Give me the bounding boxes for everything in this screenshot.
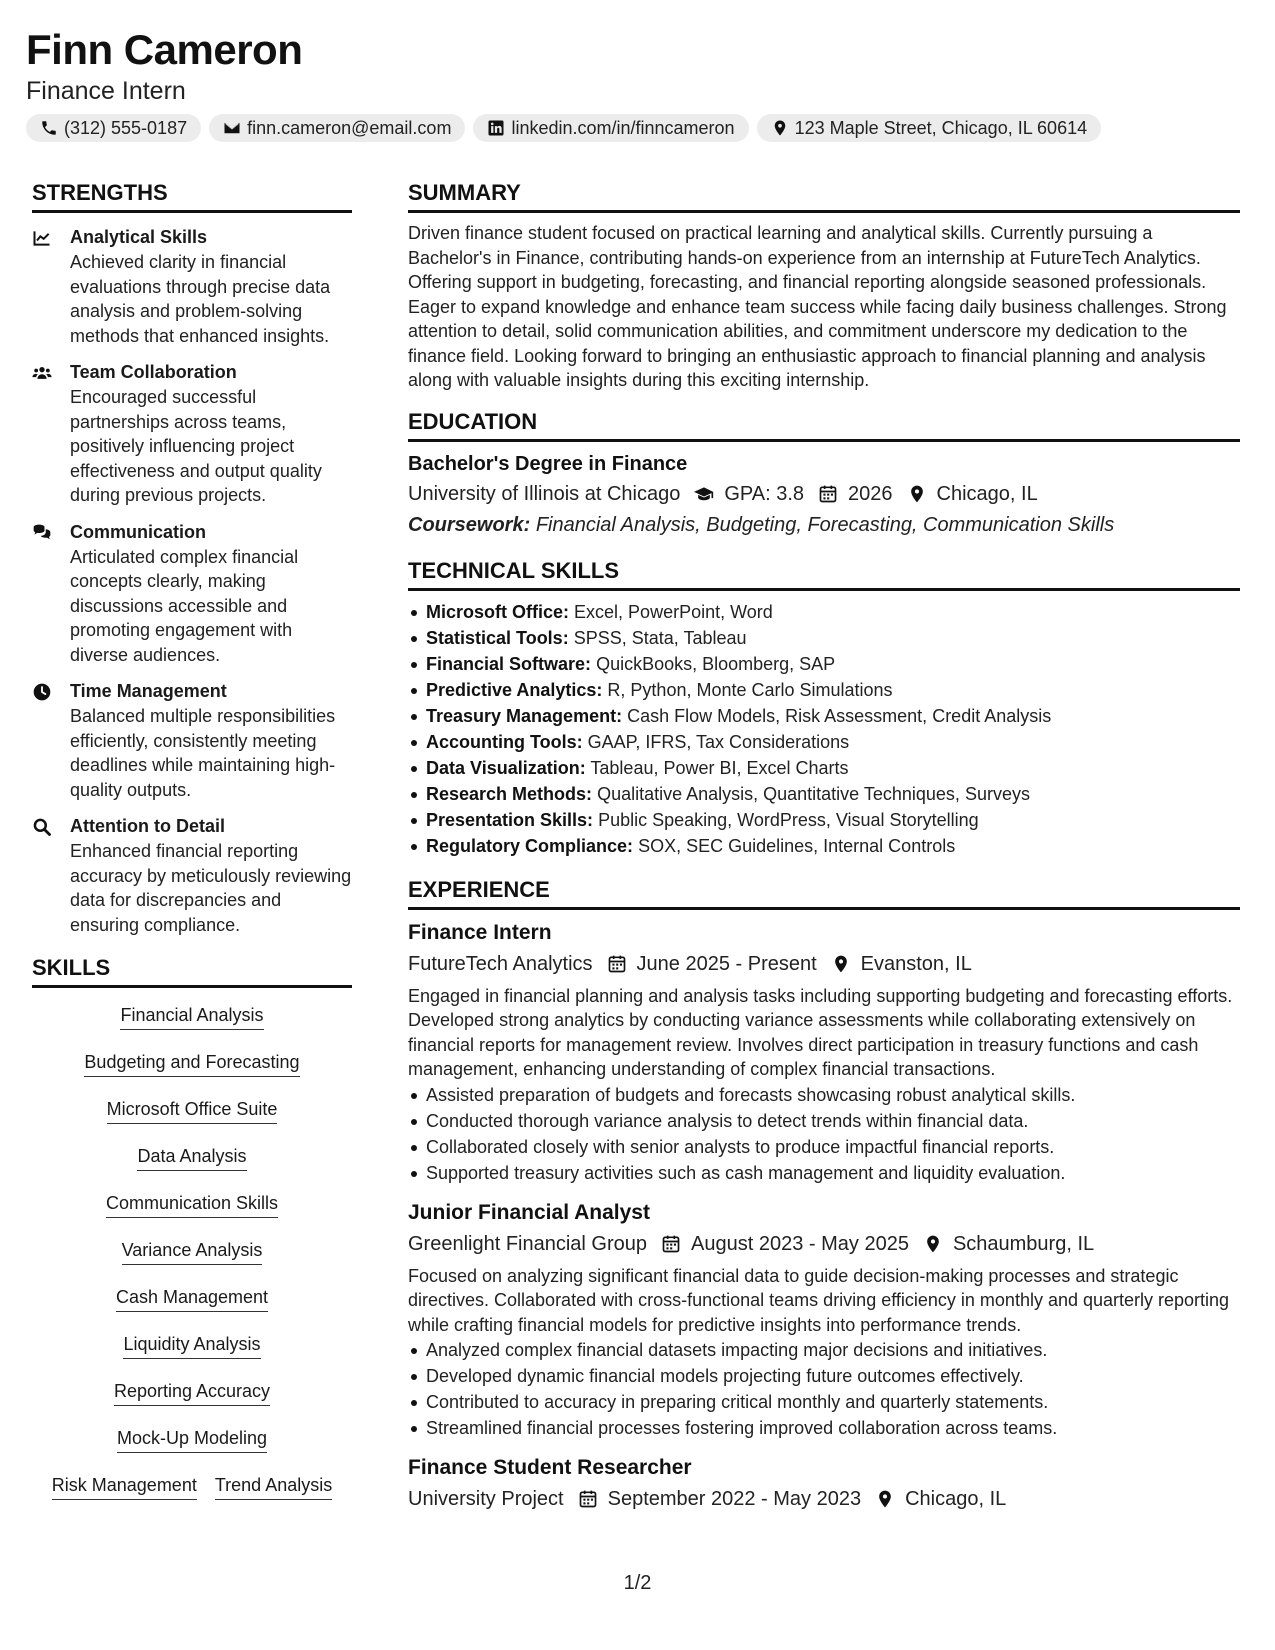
skill-tag: Reporting Accuracy <box>114 1378 270 1406</box>
job-meta <box>408 1483 1240 1515</box>
job-bullets <box>408 1337 1240 1441</box>
calendar-icon <box>607 954 627 974</box>
tech-skill-value: Tableau, Power BI, Excel Charts <box>590 757 849 778</box>
education-gpa: GPA: 3.8 <box>724 482 805 505</box>
tech-skill-label: Regulatory Compliance: <box>426 835 634 856</box>
list-item <box>408 833 1240 859</box>
tech-skill-value: QuickBooks, Bloomberg, SAP <box>596 653 836 674</box>
map-pin-icon <box>923 1234 943 1254</box>
strengths-heading: STRENGTHS <box>32 178 352 213</box>
tech-skill-label: Predictive Analytics: <box>426 679 603 700</box>
contact-linkedin[interactable] <box>473 114 748 142</box>
strength-item <box>32 520 352 668</box>
strength-item <box>32 225 352 348</box>
skill-tag: Microsoft Office Suite <box>107 1096 278 1124</box>
strength-desc: Balanced multiple responsibilities efficiently, consistently meeting deadlines while maintaining high-quality outputs. <box>70 706 336 800</box>
skill-tag: Risk Management <box>52 1472 197 1500</box>
strength-title: Analytical Skills <box>70 227 208 247</box>
strength-item <box>32 360 352 508</box>
calendar-icon <box>818 484 838 504</box>
list-item: Contributed to accuracy in preparing critical monthly and quarterly statements. <box>408 1389 1240 1415</box>
strength-desc: Articulated complex financial concepts clearly, making discussions accessible and promoting engagement with diverse audiences. <box>70 546 299 665</box>
envelope-icon <box>223 119 241 137</box>
strength-desc: Achieved clarity in financial evaluations through precise data analysis and problem-solving methods that enhanced insights. <box>70 252 331 346</box>
skill-tag: Liquidity Analysis <box>123 1331 260 1359</box>
skill-tag: Mock-Up Modeling <box>117 1425 267 1453</box>
job-dates: August 2023 - May 2025 <box>691 1232 909 1255</box>
list-item: Collaborated closely with senior analysts to produce impactful financial reports. <box>408 1134 1240 1160</box>
skill-tag: Budgeting and Forecasting <box>84 1049 299 1077</box>
education-coursework <box>408 510 1240 540</box>
tech-skill-value: Cash Flow Models, Risk Assessment, Credit Analysis <box>627 705 1052 726</box>
linkedin-icon <box>487 119 505 137</box>
magnifier-icon <box>32 817 52 837</box>
education-year: 2026 <box>848 482 893 505</box>
job-title: Finance Intern <box>408 920 552 944</box>
coursework-label: Coursework: <box>408 513 531 536</box>
resume-header <box>26 24 1246 142</box>
tech-skill-value: R, Python, Monte Carlo Simulations <box>607 679 893 700</box>
strength-title: Time Management <box>70 681 227 701</box>
map-pin-icon <box>831 954 851 974</box>
job-location: Schaumburg, IL <box>952 1232 1095 1255</box>
list-item: Analyzed complex financial datasets impacting major decisions and initiatives. <box>408 1337 1240 1363</box>
candidate-name: Finn Cameron <box>26 26 303 73</box>
list-item <box>408 625 1240 651</box>
education-degree: Bachelor's Degree in Finance <box>408 452 688 475</box>
skills-list <box>32 1002 352 1519</box>
tech-skill-label: Presentation Skills: <box>426 809 594 830</box>
tech-skill-label: Microsoft Office: <box>426 601 570 622</box>
job-meta <box>408 948 1240 980</box>
list-item <box>408 781 1240 807</box>
strength-title: Team Collaboration <box>70 362 237 382</box>
list-item <box>408 729 1240 755</box>
job-bullets <box>408 1082 1240 1186</box>
tech-skill-label: Statistical Tools: <box>426 627 569 648</box>
tech-skill-value: Public Speaking, WordPress, Visual Storytelling <box>598 809 979 830</box>
email-text: finn.cameron@email.com <box>247 117 452 138</box>
summary-text: Driven finance student focused on practical learning and analytical skills. Currently pursuing a Bachelor's in Finance, contributing hands-on experience from an internship at FutureTech Analytics. Offering support in budgeting, forecasting, and financial reporting alongside seasoned professionals. Eager to expand knowledge and enhance team success while facing daily business challenges. Strong attention to detail, solid communication abilities, and commitment underscore my dedication to the finance field. Looking forward to bringing an enthusiastic approach to financial planning and analysis along with valuable insights during this exciting internship. <box>408 223 1227 390</box>
job-location: Evanston, IL <box>860 952 972 975</box>
skill-tag: Variance Analysis <box>122 1237 263 1265</box>
list-item <box>408 755 1240 781</box>
clock-icon <box>32 682 52 702</box>
linkedin-text: linkedin.com/in/finncameron <box>511 117 735 138</box>
tech-skill-label: Accounting Tools: <box>426 731 583 752</box>
tech-skill-label: Financial Software: <box>426 653 592 674</box>
job-entry <box>408 1453 1240 1515</box>
map-pin-icon <box>907 484 927 504</box>
job-title: Finance Student Researcher <box>408 1456 692 1479</box>
list-item: Developed dynamic financial models projecting future outcomes effectively. <box>408 1363 1240 1389</box>
list-item: Supported treasury activities such as cash management and liquidity evaluation. <box>408 1160 1240 1186</box>
summary-heading: SUMMARY <box>408 178 1240 213</box>
tech-skill-value: GAAP, IFRS, Tax Considerations <box>587 731 850 752</box>
job-company: University Project <box>408 1488 564 1510</box>
strength-item <box>32 679 352 802</box>
address-text: 123 Maple Street, Chicago, IL 60614 <box>794 117 1088 138</box>
skill-tag: Data Analysis <box>137 1143 246 1171</box>
contact-bar <box>26 114 1246 142</box>
job-entry <box>408 1198 1240 1442</box>
chart-line-icon <box>32 228 52 248</box>
job-title: Junior Financial Analyst <box>408 1200 650 1224</box>
tech-skill-label: Treasury Management: <box>426 705 623 726</box>
candidate-role: Finance Intern <box>26 77 186 105</box>
skill-tag: Financial Analysis <box>120 1002 263 1030</box>
users-icon <box>32 363 52 383</box>
right-column <box>408 178 1240 1527</box>
list-item <box>408 703 1240 729</box>
education-meta <box>408 478 1240 510</box>
education-school: University of Illinois at Chicago <box>408 482 681 505</box>
education-location: Chicago, IL <box>936 482 1038 505</box>
skill-tag: Communication Skills <box>106 1190 278 1218</box>
list-item <box>408 599 1240 625</box>
list-item: Assisted preparation of budgets and forecasts showcasing robust analytical skills. <box>408 1082 1240 1108</box>
strength-title: Communication <box>70 521 207 542</box>
skill-tag: Cash Management <box>116 1284 268 1312</box>
skills-heading: SKILLS <box>32 953 352 988</box>
phone-text: (312) 555-0187 <box>64 117 188 138</box>
graduation-cap-icon <box>694 484 714 504</box>
job-description: Engaged in financial planning and analysis tasks including supporting budgeting and forecasting efforts. Developed strong analytics by conducting variance assessments while collaborating extensively on financial reports for management review. Involves direct participation in treasury functions and cash management, enhancing understanding of complex financial transactions. <box>408 985 1233 1079</box>
list-item <box>408 807 1240 833</box>
strength-item <box>32 814 352 937</box>
job-company: Greenlight Financial Group <box>408 1232 648 1255</box>
list-item <box>408 677 1240 703</box>
coursework-text: Financial Analysis, Budgeting, Forecasting, Communication Skills <box>535 513 1115 536</box>
job-meta <box>408 1228 1240 1260</box>
skill-tag: Trend Analysis <box>215 1472 332 1500</box>
job-description: Focused on analyzing significant financial data to guide decision-making processes and strategic directives. Collaborated with cross-functional teams driving efficiency in monthly and quarterly reporting while crafting financial models for predictive insights into performance trends. <box>408 1265 1230 1335</box>
map-pin-icon <box>875 1489 895 1509</box>
job-dates: September 2022 - May 2023 <box>607 1488 862 1510</box>
job-entry <box>408 918 1240 1186</box>
calendar-icon <box>578 1489 598 1509</box>
tech-skill-label: Data Visualization: <box>426 757 586 778</box>
contact-phone[interactable] <box>26 114 201 142</box>
education-heading: EDUCATION <box>408 407 1240 442</box>
page-number: 1/2 <box>623 1572 652 1594</box>
comments-icon <box>32 523 52 543</box>
strength-desc: Encouraged successful partnerships across teams, positively influencing project effectiveness and output quality during previous projects. <box>70 387 322 505</box>
technical-skills-heading: TECHNICAL SKILLS <box>408 556 1240 591</box>
left-column <box>32 178 352 1519</box>
technical-skills-list <box>408 599 1240 859</box>
map-pin-icon <box>771 119 789 137</box>
phone-icon <box>40 119 58 137</box>
strength-title: Attention to Detail <box>70 816 225 836</box>
tech-skill-value: Qualitative Analysis, Quantitative Techniques, Surveys <box>597 783 1030 804</box>
tech-skill-value: Excel, PowerPoint, Word <box>574 601 773 622</box>
list-item <box>408 651 1240 677</box>
experience-heading: EXPERIENCE <box>408 875 1240 910</box>
contact-address[interactable] <box>757 114 1102 142</box>
list-item: Conducted thorough variance analysis to detect trends within financial data. <box>408 1108 1240 1134</box>
contact-email[interactable] <box>209 114 465 142</box>
tech-skill-value: SPSS, Stata, Tableau <box>573 627 747 648</box>
list-item: Streamlined financial processes fostering improved collaboration across teams. <box>408 1415 1240 1441</box>
job-dates: June 2025 - Present <box>636 952 817 975</box>
job-location: Chicago, IL <box>905 1488 1007 1510</box>
calendar-icon <box>661 1234 681 1254</box>
job-company: FutureTech Analytics <box>408 952 593 975</box>
strength-desc: Enhanced financial reporting accuracy by meticulously reviewing data for discrepancies and ensuring compliance. <box>70 841 352 935</box>
tech-skill-label: Research Methods: <box>426 783 593 804</box>
tech-skill-value: SOX, SEC Guidelines, Internal Controls <box>638 835 956 856</box>
